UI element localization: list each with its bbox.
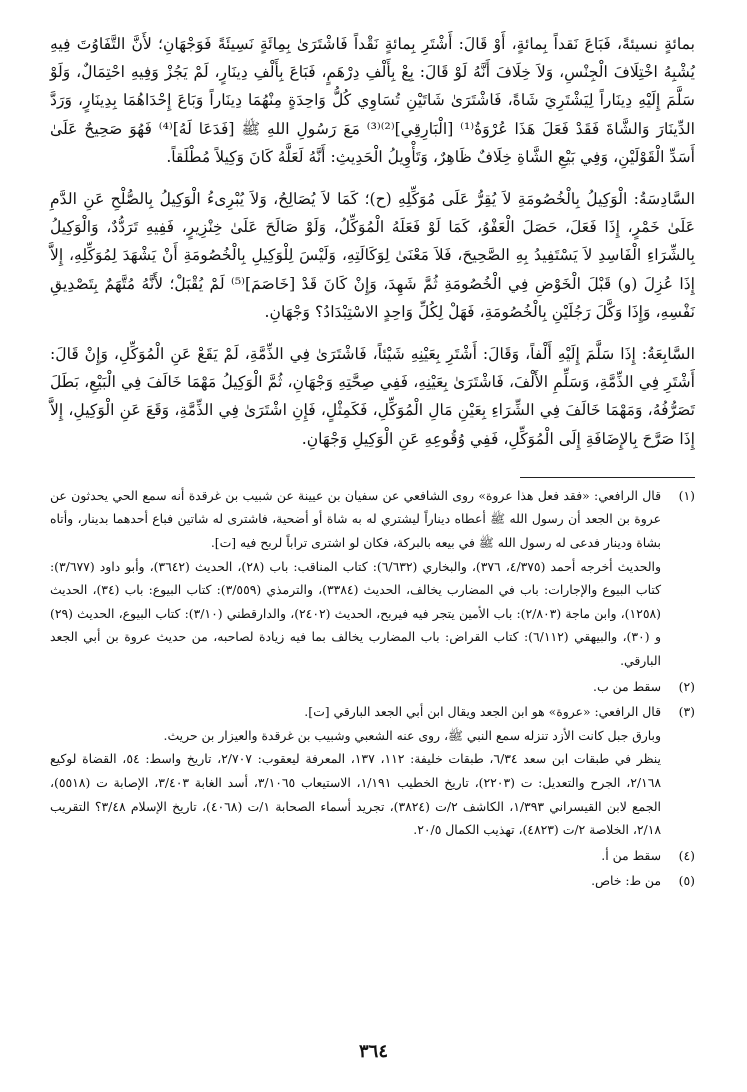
- footnote-text: والحديث أخرجه أحمد (٤/٣٧٥، ٣٧٦)، والبخاري (٦/٦٣٢): كتاب المناقب: باب (٢٨)، الحديث (٣٦٤٢)، وأبو داود (٣/٦٧٧): كتاب البيوع والإجارات: باب في المضارب يخالف، الحديث (٣٣٨٤)، والترمذي (٣/٥٥٩): كتاب البيوع: باب (٣٤)، الحديث (١٢٥٨)، وابن ماجة (٢/٨٠٣): باب الأمين يتجر فيه فيربح، الحديث (٢٤٠٢)، والدارقطني (٣/١٠): كتاب البيوع، الحديث (٢٩) و (٣٠)، والبيهقي (٦/١١٢): كتاب القراض: باب المضارب يخالف بما فيه زيادة لصاحبه، من حديث عروة بن أبي الجعد البارقي.: [50, 558, 662, 668]
- footnote-text: قال الرافعي: «فقد فعل هذا عروة» روى الشافعي عن سفيان بن عيينة عن شبيب بن غرقدة أنه سمع الحي يحدثون عن عروة بن الجعد أن رسول الله ﷺ أعطاه ديناراً ليشتري له به شاة أو أضحية، فاشترى له شاتين فباع أحدهما بدينار، وأتاه بشاة ودينار فدعى له رسول الله ﷺ في بيعه بالبركة، فكان لو اشترى تراباً لربح فيه [ت].: [50, 487, 661, 551]
- main-paragraph: بمائةٍ نسيئةً، فَبَاعَ نَقداً بِمائةٍ، أَوْ قَالَ: أَشْتَرِ بِمائةٍ نَقْداً فَاشْتَرَىٰ بِمِائَةٍ نَسِيئَةً فَوَجْهَانِ؛ لأَنَّ التَّفَاوُتَ فِيهِ يُشْبِهُ اخْتِلَافَ الْجِنْسِ، وَلاَ خِلَافَ أَنَّهُ لَوْ قَالَ: بِعْ بِأَلْفِ دِرْهَمٍ، فَبَاعَ بِأَلْفِ دِينَارٍ، لَمْ يَجُزْ وَفِيهِ احْتِمَالٌ، وَلَوْ سَلَّمَ إِلَيْهِ دِينَاراً لِيَشْتَرِيَ شَاةً، فَاشْتَرَىٰ شَاتَيْنِ تُسَاوِي كُلُّ وَاحِدَةٍ مِنْهُمَا دِينَاراً وَبَاعَ إِحْدَاهُمَا بِدِينَارٍ، وَرَدَّ الدِّينَارَ وَالشَّاةَ فَقَدْ فَعَلَ هَذَا عُرْوَةُ⁽¹⁾ [الْبَارِقِي]⁽²⁾⁽³⁾ مَعَ رَسُولِ اللهِ ﷺ [فَدَعَا لَهُ]⁽⁴⁾ فَهُوَ صَحِيحٌ عَلَىٰ أَسَدِّ الْقَوْلَيْنِ، وَفِي بَيْعِ الشَّاةِ خِلَافٌ ظَاهِرٌ، وَتَأْوِيلُ الْحَدِيثِ: أَنَّهُ لَعَلَّهُ كَانَ وَكِيلاً مُطْلَقاً.: [50, 35, 696, 166]
- main-text: [50, 30, 695, 453]
- footnote-body: [50, 484, 661, 673]
- footnote-number: (٤): [678, 847, 695, 863]
- footnote-text: ينظر في طبقات ابن سعد ٦/٣٤، طبقات خليفة: ١١٢، ١٣٧، المعرفة ليعقوب: ٢/٧٠٧، تاريخ واسط: ٥٤، القضاة لوكيع ٢/١٦٨، الجرح والتعديل: ت (٢٢٠٣)، تاريخ الخطيب ١/١٩١، الاستيعاب ٣/١٠٦٥، أسد الغابة ٣/٤٠٣، الإصابة ت (٥٥١٨)، الجمع لابن القيسراني ١/٣٩٣، الكاشف ٢/ت (٣٨٢٤)، تجريد أسماء الصحابة ١/ت (٤٠٦٨)، تاريخ الإسلام ٣/٤٨؟ التقريب ٢/١٨، الخلاصة ٢/ت (٤٨٢٣)، تهذيب الكمال ٢٠/٥.: [50, 751, 662, 838]
- footnote: [50, 700, 695, 842]
- footnote-body: [50, 844, 661, 868]
- footnote: [50, 675, 695, 699]
- main-paragraph: السَّادِسَةُ: الْوَكِيلُ بِالْخُصُومَةِ لاَ يُقِرُّ عَلَى مُوَكِّلِهِ (ح)؛ كَمَا لاَ يُصَالِحُ، وَلاَ يُبْرِىءُ الْوَكِيلُ بِالصُّلْحِ عَنِ الدَّمِ عَلَىٰ خَمْرٍ، إِذَا فَعَلَ، حَصَلَ الْعَفْوُ، كَمَا لَوْ فَعَلَهُ الْمُوَكِّلُ، وَلَوْ صَالَحَ عَلَىٰ خِنْزِيرٍ، فَفِيهِ تَرَدُّدٌ، وَالْوَكِيلُ بِالشِّرَاءِ الْفَاسِدِ لاَ يَسْتَفِيدُ بِهِ الصَّحِيحَ، فَلاَ مَعْنَىٰ لِوَكَالَتِهِ، وَلَيْسَ لِلْوَكِيلِ بِالْخُصُومَةِ أَنْ يَشْهَدَ لِمُوَكِّلِهِ، إِلاَّ إِذَا عُزِلَ (و) قَبْلَ الْخَوْضِ فِي الْخُصُومَةِ ثُمَّ شَهِدَ، وَإِنْ كَانَ قَدْ [خَاصَمَ]⁽⁵⁾ لَمْ يُقْبَلْ؛ لأَنَّهُ مُتَّهَمٌ بِتَصْدِيقِ نَفْسِهِ، وَإِذَا وَكَّلَ رَجُلَيْنِ بِالْخُصُومَةِ، فَهَلْ لِكُلِّ وَاحِدٍ الاسْتِبْدَادُ؟ وَجْهَانِ.: [50, 190, 695, 321]
- footnote-text: من ط: خاص.: [591, 873, 661, 889]
- page-number: ٣٦٤: [358, 1041, 388, 1062]
- footnote-body: [50, 675, 661, 699]
- footnote-number: (٥): [678, 873, 695, 889]
- footnote-text: سقط من ب.: [593, 678, 661, 694]
- footnote-number: (٣): [678, 704, 695, 720]
- footnote-number: (٢): [678, 678, 695, 694]
- footnote-text: سقط من أ.: [601, 847, 661, 863]
- footnote-separator: [520, 477, 695, 478]
- footnotes: [50, 484, 695, 893]
- footnote-text: قال الرافعي: «عروة» هو ابن الجعد ويقال ابن أبي الجعد البارقي [ت].: [304, 704, 661, 720]
- footnote-body: [50, 700, 661, 842]
- footnote: [50, 484, 695, 673]
- footnote: [50, 869, 695, 893]
- footnote-number: (١): [678, 487, 695, 503]
- main-paragraph: السَّابِعَةُ: إِذَا سَلَّمَ إِلَيْهِ أَلْفاً، وَقَالَ: أَشْتَرِ بِعَيْنِهِ شَيْئاً، فَاشْتَرَىٰ فِي الذِّمَّةِ، لَمْ يَقَعْ عَنِ الْمُوَكِّلِ، وَإِنْ قَالَ: أَشْتَرِ فِي الذِّمَّةِ، وَسَلِّمِ الأَلْفَ، فَاشْتَرَىٰ بِعَيْنِهِ، فَفِي صِحَّتِهِ وَجْهَانِ، ثُمَّ الْوَكِيلُ مَهْمَا خَالَفَ فِي الْبَيْعِ، بَطَلَ تَصَرُّفُهُ، وَمَهْمَا خَالَفَ فِي الشِّرَاءِ بِعَيْنِ مَالِ الْمُوَكِّلِ، فَكَمِثْلٍ، فَإِنِ اشْتَرَىٰ فِي الذِّمَّةِ، وَقَعَ عَنِ الْوَكِيلِ، إِلاَّ إِذَا صَرَّحَ بِالإِضَافَةِ إِلَى الْمُوَكِّلِ، فَفِي وُقُوعِهِ عَنِ الْوَكِيلِ وَجْهَانِ.: [50, 345, 695, 448]
- footnote: [50, 844, 695, 868]
- footnote-body: [50, 869, 661, 893]
- footnote-text: وبارق جبل كانت الأزد تنزله سمع النبي ﷺ، روى عنه الشعبي وشبيب بن غرقدة والعيزار بن حريث.: [163, 727, 661, 743]
